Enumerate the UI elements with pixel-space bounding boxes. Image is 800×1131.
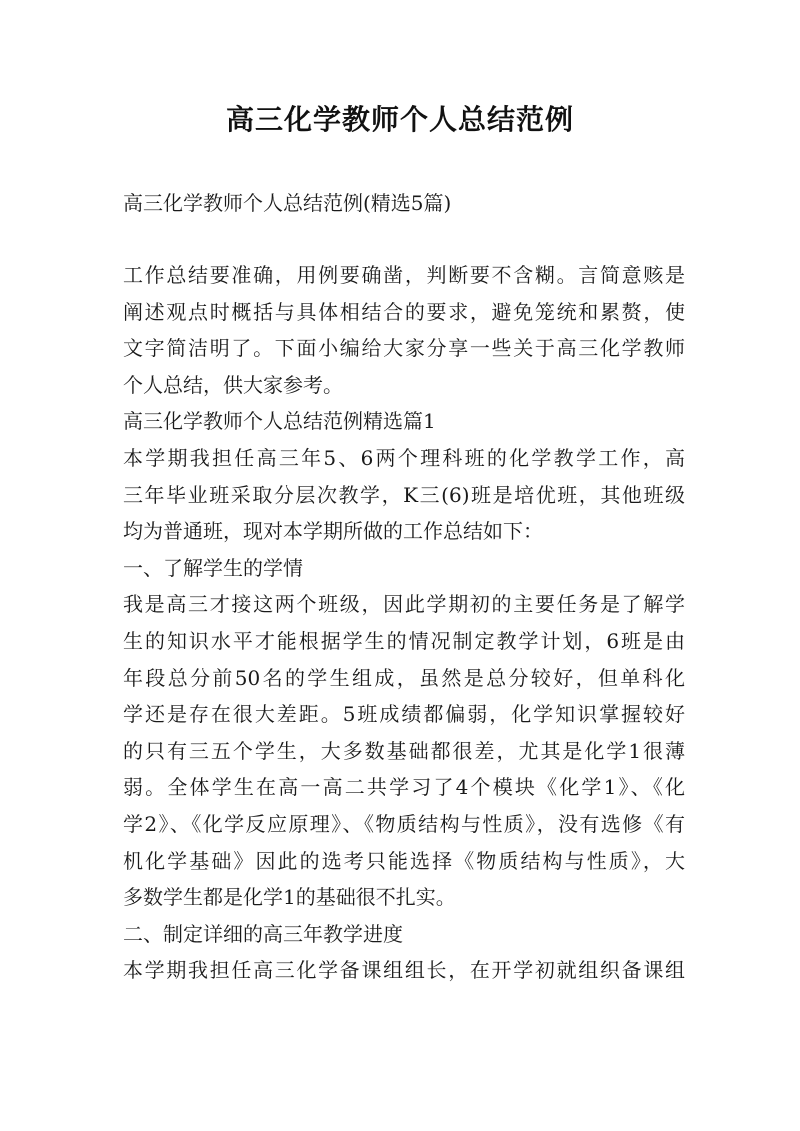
body-line: 多数学生都是化学1的基础很不扎实。	[123, 885, 456, 910]
body-line: 年段总分前50名的学生组成，虽然是总分较好，但单科化	[123, 665, 685, 690]
body-line: 我是高三才接这两个班级，因此学期初的主要任务是了解学	[123, 592, 685, 617]
body-line: 学2》、《化学反应原理》、《物质结构与性质》，没有选修《有	[123, 811, 685, 836]
body-line: 文字简洁明了。下面小编给大家分享一些关于高三化学教师	[123, 336, 685, 361]
section-heading: 高三化学教师个人总结范例精选篇1	[123, 409, 436, 434]
body-line: 均为普通班，现对本学期所做的工作总结如下：	[123, 519, 543, 544]
body-line: 生的知识水平才能根据学生的情况制定教学计划，6班是由	[123, 628, 685, 653]
section-heading: 一、了解学生的学情	[123, 555, 303, 580]
body-line: 三年毕业班采取分层次教学，K三(6)班是培优班，其他班级	[123, 482, 685, 507]
document-body	[123, 257, 685, 989]
body-line: 弱。全体学生在高一高二共学习了4个模块《化学1》、《化	[123, 775, 685, 800]
body-line: 的只有三五个学生，大多数基础都很差，尤其是化学1很薄	[123, 738, 685, 763]
body-line: 学还是存在很大差距。5班成绩都偏弱，化学知识掌握较好	[123, 702, 685, 727]
body-line: 机化学基础》因此的选考只能选择《物质结构与性质》，大	[123, 848, 685, 873]
body-line: 本学期我担任高三年5、6两个理科班的化学教学工作，高	[123, 445, 685, 470]
body-line: 阐述观点时概括与具体相结合的要求，避免笼统和累赘，使	[123, 299, 685, 324]
body-line: 本学期我担任高三化学备课组组长，在开学初就组织备课组	[123, 958, 685, 983]
document-title: 高三化学教师个人总结范例	[225, 103, 574, 136]
body-line: 工作总结要准确，用例要确凿，判断要不含糊。言简意赅是	[123, 263, 685, 287]
document-subtitle: 高三化学教师个人总结范例(精选5篇)	[123, 191, 452, 215]
section-heading: 二、制定详细的高三年教学进度	[123, 921, 403, 946]
body-line: 个人总结，供大家参考。	[123, 372, 343, 397]
